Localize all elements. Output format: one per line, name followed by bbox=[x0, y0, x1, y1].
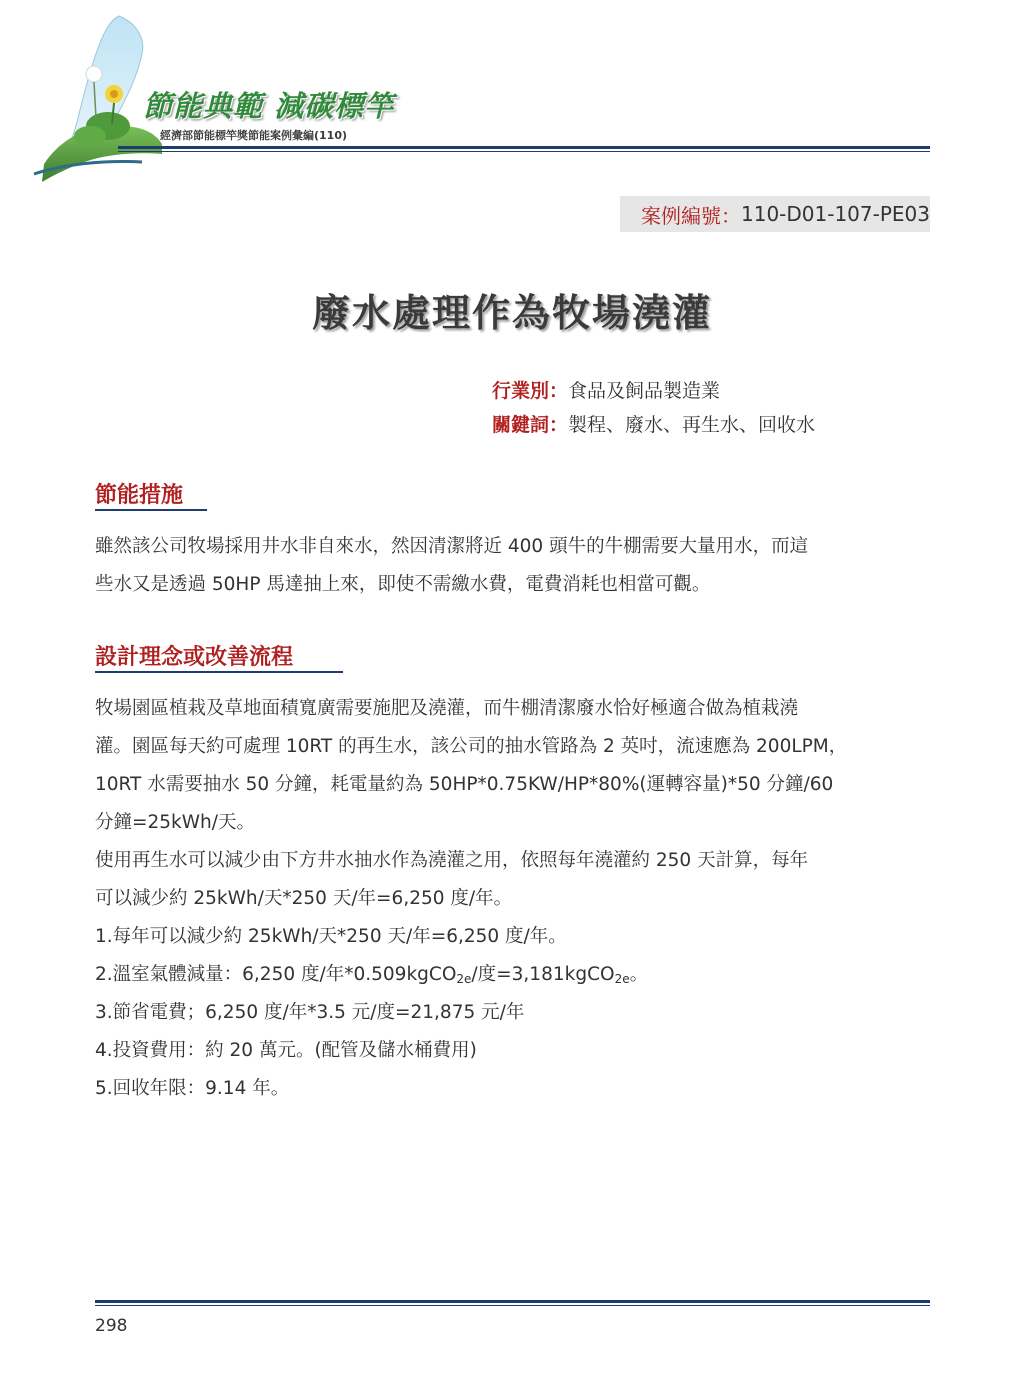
page-number: 298 bbox=[95, 1316, 128, 1336]
header-subtitle: 經濟部節能標竿獎節能案例彙編(110) bbox=[160, 129, 348, 142]
section-heading-energy-measures: 節能措施 bbox=[95, 483, 184, 508]
industry-row bbox=[492, 376, 720, 403]
keywords-value: 製程、廢水、再生水、回收水 bbox=[568, 414, 816, 436]
footer-divider-thin bbox=[95, 1305, 930, 1306]
list-item-ghg: 2.溫室氣體減量：6,250 度/年*0.509kgCO$_{2e}$/度=3,181kgCO$_{2e}$。 bbox=[95, 964, 649, 986]
section-heading-design-process: 設計理念或改善流程 bbox=[95, 645, 294, 670]
list-item: 1.每年可以減少約 25kWh/天*250 天/年=6,250 度/年。 bbox=[95, 926, 567, 947]
footer-divider bbox=[95, 1300, 930, 1303]
section-body-energy-measures bbox=[95, 528, 933, 604]
list-item: 4.投資費用：約 20 萬元。(配管及儲水桶費用) bbox=[95, 1040, 477, 1061]
paragraph-line: 可以減少約 25kWh/天*250 天/年=6,250 度/年。 bbox=[95, 888, 513, 909]
paragraph-line: 10RT 水需要抽水 50 分鐘，耗電量約為 50HP*0.75KW/HP*80%(運轉容量)*50 分鐘/60 bbox=[95, 774, 834, 795]
case-number-label: 案例編號： bbox=[641, 203, 741, 228]
case-number-value: 110-D01-107-PE03 bbox=[741, 202, 930, 226]
keywords-label: 關鍵詞： bbox=[492, 414, 569, 436]
keywords-row bbox=[492, 410, 815, 437]
paragraph-line: 牧場園區植栽及草地面積寬廣需要施肥及澆灌，而牛棚清潔廢水恰好極適合做為植栽澆 bbox=[95, 698, 799, 719]
section-body-design-process bbox=[95, 690, 933, 1108]
section-underline bbox=[95, 509, 207, 511]
case-number-box bbox=[620, 196, 930, 232]
industry-value: 食品及飼品製造業 bbox=[568, 380, 721, 402]
paragraph-line: 使用再生水可以減少由下方井水抽水作為澆灌之用，依照每年澆灌約 250 天計算，每年 bbox=[95, 850, 809, 871]
list-item: 3.節省電費；6,250 度/年*3.5 元/度=21,875 元/年 bbox=[95, 1002, 525, 1023]
document-title: 廢水處理作為牧場澆灌 bbox=[311, 291, 712, 335]
header-divider-thin bbox=[118, 151, 930, 152]
paragraph-line: 些水又是透過 50HP 馬達抽上來，即使不需繳水費，電費消耗也相當可觀。 bbox=[95, 574, 711, 595]
paragraph-line: 雖然該公司牧場採用井水非自來水，然因清潔將近 400 頭牛的牛棚需要大量用水，而這 bbox=[95, 536, 809, 557]
header-title: 節能典範 減碳標竿 bbox=[143, 89, 395, 123]
paragraph-line: 灌。園區每天約可處理 10RT 的再生水，該公司的抽水管路為 2 英吋，流速應為 200LPM， bbox=[95, 736, 848, 757]
paragraph-line: 分鐘=25kWh/天。 bbox=[95, 812, 256, 833]
industry-label: 行業別： bbox=[492, 380, 569, 402]
list-item: 5.回收年限：9.14 年。 bbox=[95, 1078, 290, 1099]
header-divider bbox=[118, 146, 930, 149]
section-underline bbox=[95, 671, 343, 673]
